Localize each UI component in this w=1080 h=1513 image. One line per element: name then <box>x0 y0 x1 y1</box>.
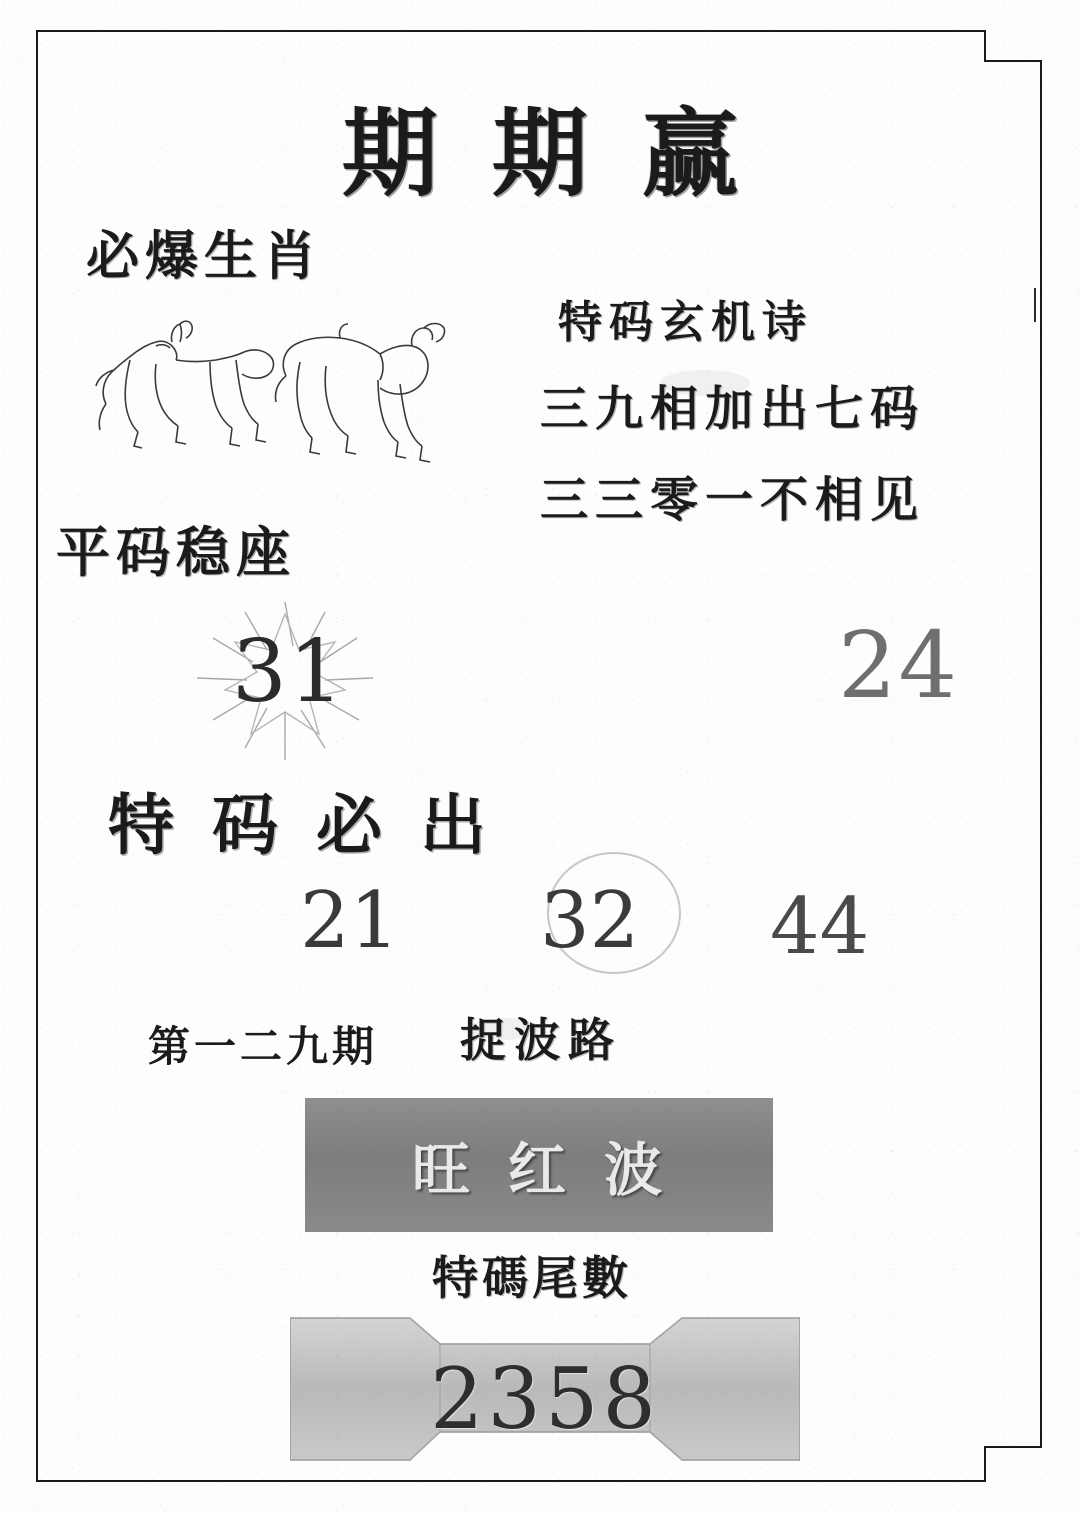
zodiac-section-label: 必爆生肖 <box>86 226 322 287</box>
poem-section <box>540 286 1020 530</box>
tail-ribbon <box>290 1314 800 1464</box>
ox-icon <box>275 324 444 463</box>
border-notch-top-right <box>984 30 1042 62</box>
tail-section-label: 特碼尾數 <box>432 1251 632 1305</box>
tema-numbers <box>290 876 910 972</box>
page-title: 期期赢 <box>342 98 792 210</box>
issue-number: 第一二九期 <box>148 1022 379 1071</box>
horse-icon <box>96 321 273 448</box>
poem-title: 特码玄机诗 <box>558 297 813 348</box>
wave-banner <box>305 1098 773 1232</box>
poem-line-1: 三九相加出七码 <box>540 381 926 437</box>
poem-line-2: 三三零一不相见 <box>540 472 926 528</box>
zodiac-animal-illustrations <box>70 300 470 470</box>
wave-section-label: 捉波路 <box>460 1013 622 1067</box>
tema-section-label: 特码必出 <box>108 787 524 864</box>
tema-number-2: 44 <box>770 882 870 972</box>
tail-number: 2358 <box>430 1350 660 1448</box>
pingma-section-label: 平码稳座 <box>56 521 296 584</box>
border-tick-mark <box>1034 288 1036 322</box>
border-notch-bottom-right <box>984 1446 1042 1482</box>
wave-banner-char-1: 红 <box>507 1136 570 1204</box>
pingma-number-0: 31 <box>232 622 346 722</box>
wave-banner-char-2: 波 <box>604 1136 667 1204</box>
tema-number-0: 21 <box>300 876 400 966</box>
tema-number-1: 32 <box>540 876 640 966</box>
pingma-number-1: 24 <box>838 612 960 719</box>
wave-banner-char-0: 旺 <box>411 1136 474 1204</box>
